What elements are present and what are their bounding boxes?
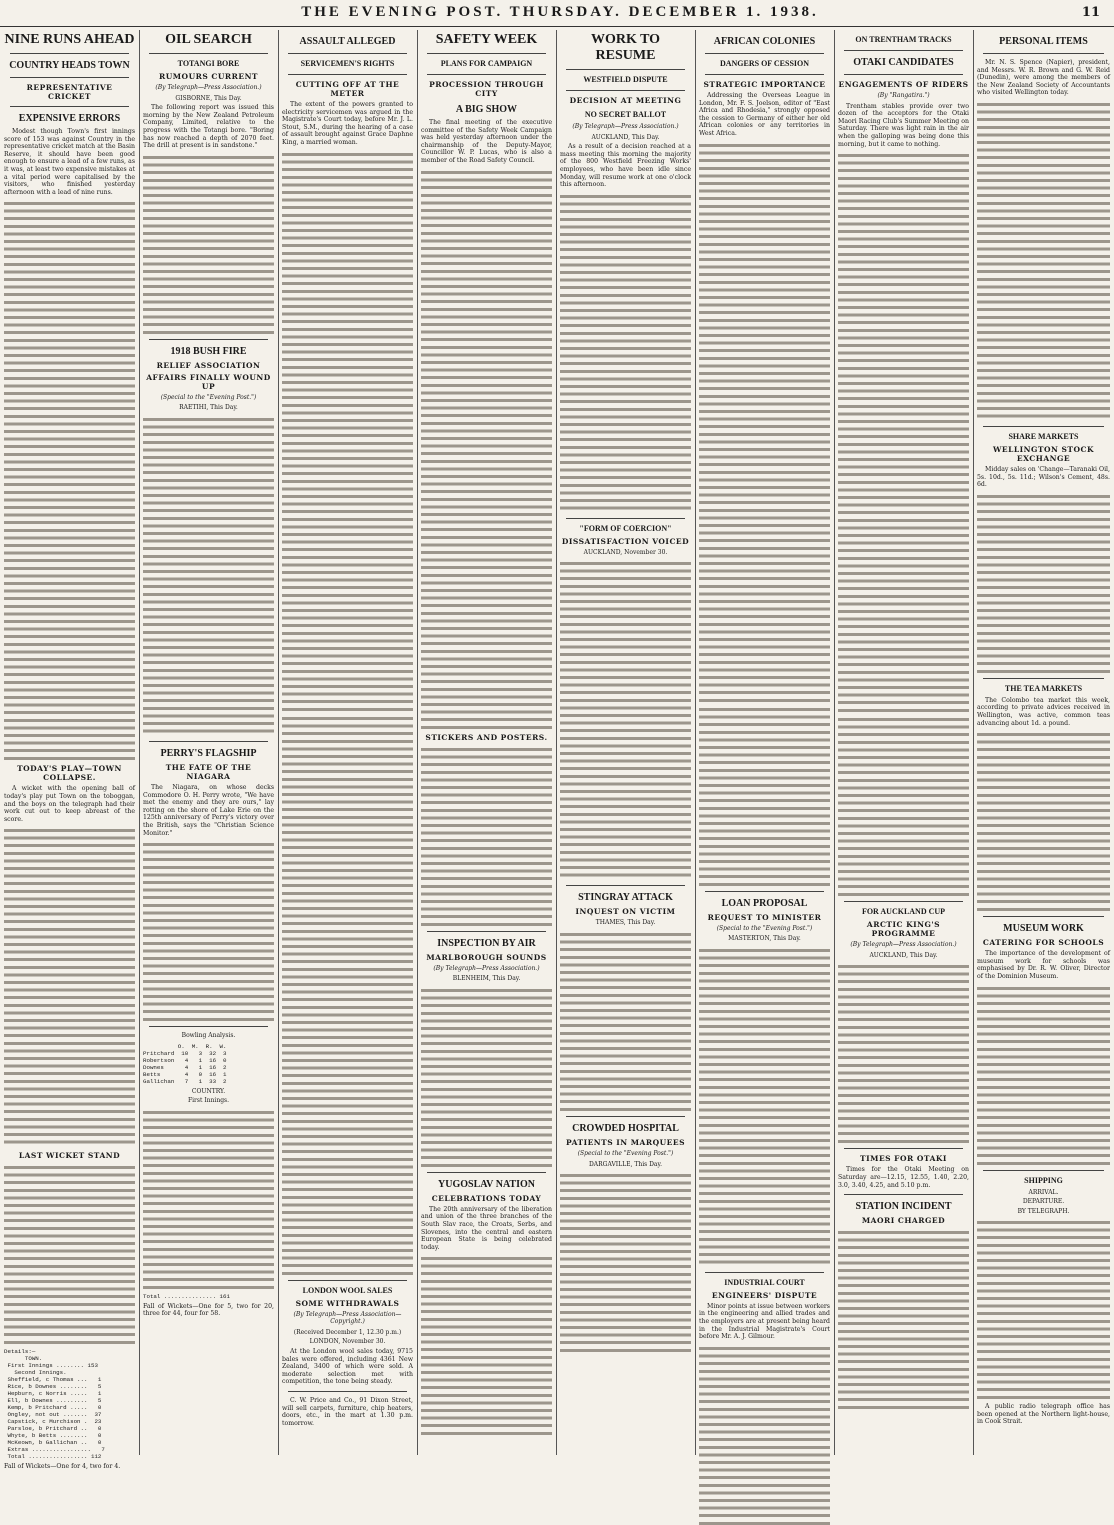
dateline: MASTERTON, This Day. bbox=[728, 935, 801, 943]
column-7 bbox=[838, 30, 969, 1455]
headline-trentham-tracks: ON TRENTHAM TRACKS bbox=[855, 35, 952, 44]
subhead-inquest: INQUEST ON VICTIM bbox=[575, 907, 676, 917]
headline-museum-work: MUSEUM WORK bbox=[1003, 923, 1084, 935]
subhead-no-secret-ballot: NO SECRET BALLOT bbox=[584, 110, 667, 119]
article-body-text bbox=[282, 715, 413, 1275]
headline-crowded-hospital: CROWDED HOSPITAL bbox=[572, 1122, 679, 1134]
bowling-analysis-heading: Bowling Analysis. bbox=[181, 1032, 236, 1040]
scorecard-table: Details:— TOWN. First Innings ........ 153 Second Innings. Sheffield, c Thomas ... 1 Rice, b Downes ........ 5 Hepburn, c Norris ..... 1 Ell, b Downes ......... 5 Kemp, b Pritchard ..... 0 Ongley, not out ....... 37 Capstick, c Murchison . 23 Parsloe, b Pritchard .. 0 Whyte, b Betts ........ 0 McKeown, b Gallichan .. 0 Extras ................. 7 Total ................. 112 bbox=[4, 1348, 105, 1461]
article-body-text bbox=[143, 416, 274, 736]
headline-perrys-flagship: PERRY'S FLAGSHIP bbox=[160, 747, 257, 759]
article-body-text bbox=[4, 827, 135, 1147]
headline-tea-markets: THE TEA MARKETS bbox=[1004, 683, 1083, 693]
credit-line: (By Telegraph—Press Association.) bbox=[850, 941, 957, 949]
bowling-table: O. M. R. W. Pritchard 10 3 32 3 Robertson 4 1 16 0 Downes 4 1 16 2 Betts 4 0 16 1 Gallichan 7 1 33 2 bbox=[143, 1042, 227, 1085]
subhead-celebrations: CELEBRATIONS TODAY bbox=[431, 1193, 542, 1203]
column-8 bbox=[977, 30, 1110, 1455]
column-1 bbox=[4, 30, 135, 1471]
subhead-rumours-current: RUMOURS CURRENT bbox=[158, 72, 259, 81]
subhead-catering-schools: CATERING FOR SCHOOLS bbox=[982, 938, 1105, 948]
headline-servicemens-rights: SERVICEMEN'S RIGHTS bbox=[300, 59, 395, 68]
article-body-text bbox=[4, 1164, 135, 1344]
masthead-title: THE EVENING POST. THURSDAY. DECEMBER 1. 1938. bbox=[301, 4, 819, 20]
subhead-strategic: STRATEGIC IMPORTANCE bbox=[703, 80, 826, 89]
credit-line: (By Telegraph—Press Association.) bbox=[433, 964, 540, 972]
dateline: BLENHEIM, This Day. bbox=[452, 975, 521, 983]
article-lead: The importance of the development of museum work for schools was emphasised by Dr. R. W. Oliver, Director of the Dominion Museum. bbox=[977, 950, 1110, 980]
article-lead: Modest though Town's first innings score of 153 was against Country in the representative cricket match at the Basin Reserve, it should have been good enough to ensure a lead of a few runs, as it was, at least two expensive mistakes at a vital period were capitalised by the visitors, who finished yesterday afternoon with a lead of nine runs. bbox=[4, 128, 135, 196]
page-number: 11 bbox=[1081, 5, 1100, 20]
subhead-fate-of-niagara: THE FATE OF THE NIAGARA bbox=[165, 762, 252, 781]
headline-plans-for-campaign: PLANS FOR CAMPAIGN bbox=[440, 59, 533, 68]
subhead-big-show: A BIG SHOW bbox=[455, 104, 518, 115]
column-3 bbox=[282, 30, 413, 1455]
shipping-departure: DEPARTURE. bbox=[1022, 1198, 1065, 1206]
subhead-engagements: ENGAGEMENTS OF RIDERS bbox=[838, 80, 969, 89]
subhead-affairs-wound-up: AFFAIRS FINALLY WOUND UP bbox=[146, 372, 271, 391]
article-body-text bbox=[282, 151, 413, 711]
headline-shipping: SHIPPING bbox=[1024, 1175, 1063, 1185]
headline-work-to-resume: WORK TO RESUME bbox=[590, 32, 661, 63]
dateline: AUCKLAND, This Day. bbox=[591, 133, 660, 141]
headline-nine-runs: NINE RUNS AHEAD bbox=[4, 32, 135, 47]
headline-london-wool-sales: LONDON WOOL SALES bbox=[302, 1285, 393, 1295]
auction-notice: C. W. Price and Co., 91 Dixon Street, will sell carpets, furniture, chip heaters, doors, etc., in the mart at 1.30 p.m. tomorrow. bbox=[282, 1396, 413, 1427]
credit-line: (By "Rangatira.") bbox=[877, 92, 930, 99]
dateline: AUCKLAND, This Day. bbox=[869, 951, 938, 959]
article-lead: The following report was issued this morning by the New Zealand Petroleum Company, Limited, relative to the progress with the Totangi bore. "Boring has now reached a depth of 2070 feet. The drill at present is in sandstone." bbox=[143, 104, 274, 150]
article-lead: Trentham stables provide over two dozen of the acceptors for the Otaki Maori Racing Club's Summer Meeting on Saturday. There was light rain in the air when the galloping was being done this morning, but it came to nothing. bbox=[838, 102, 969, 148]
subhead-cutting-off: CUTTING OFF AT THE METER bbox=[295, 80, 400, 98]
masthead bbox=[0, 0, 1114, 27]
article-lead: The final meeting of the executive committee of the Safety Week Campaign was held yesterday afternoon under the chairmanship of the Deputy-Mayor, Councillor W. P. Lucas, who is also a member of the Road Safety Council. bbox=[421, 119, 552, 164]
credit-line: (By Telegraph—Press Association—Copyright.) bbox=[293, 1310, 402, 1326]
article-body-text bbox=[143, 841, 274, 1021]
credit-line: (Special to the "Evening Post.") bbox=[716, 924, 813, 932]
headline-assault-alleged: ASSAULT ALLEGED bbox=[299, 36, 396, 47]
received-line: (Received December 1, 12.30 p.m.) bbox=[293, 1328, 402, 1336]
headline-industrial-court: INDUSTRIAL COURT bbox=[724, 1277, 805, 1287]
subhead-patients-marquees: PATIENTS IN MARQUEES bbox=[565, 1137, 686, 1147]
article-lead: As a result of a decision reached at a mass meeting this morning the majority of the 800 Westfield Freezing Works' employees, who have been idle since Monday, will resume work at one o'clock this afternoon. bbox=[560, 143, 691, 189]
credit-line: (Special to the "Evening Post.") bbox=[160, 393, 257, 401]
article-body-text bbox=[699, 142, 830, 702]
headline-personal-items: PERSONAL ITEMS bbox=[999, 36, 1088, 47]
headline-auckland-cup: FOR AUCKLAND CUP bbox=[861, 907, 946, 917]
headline-bush-fire: 1918 BUSH FIRE bbox=[170, 345, 247, 357]
article-body-text bbox=[560, 193, 691, 513]
subhead-arctic-king: ARCTIC KING'S PROGRAMME bbox=[866, 920, 941, 939]
article-body-text bbox=[560, 931, 691, 1111]
article-body-text bbox=[838, 152, 969, 712]
headline-oil-search: OIL SEARCH bbox=[165, 32, 252, 47]
credit-line: (By Telegraph—Press Association.) bbox=[155, 84, 262, 91]
column-rule bbox=[278, 30, 279, 1455]
article-lead: Mr. N. S. Spence (Napier), president, and Messrs. W. R. Brown and G. W. Reid (Dunedin), were among the members of the New Zealand Society of Accountants who visited Wellington today. bbox=[977, 59, 1110, 97]
column-rule bbox=[973, 30, 974, 1455]
scorecard-lines bbox=[143, 1109, 274, 1289]
column-6 bbox=[699, 30, 830, 1455]
subhead-procession: PROCESSION THROUGH CITY bbox=[429, 80, 544, 98]
article-body-text bbox=[838, 963, 969, 1143]
article-body-text bbox=[977, 493, 1110, 673]
headline-dangers-of-cession: DANGERS OF CESSION bbox=[719, 59, 810, 68]
column-rule bbox=[139, 30, 140, 1455]
article-body-text bbox=[4, 200, 135, 760]
article-body-text bbox=[699, 706, 830, 886]
fall-of-wickets: Fall of Wickets—One for 4, two for 4. bbox=[4, 1463, 121, 1471]
headline-african-colonies: AFRICAN COLONIES bbox=[713, 36, 816, 47]
column-rule bbox=[556, 30, 557, 1455]
article-lead: Minor points at issue between workers in the engineering and allied trades and the employers are at present being heard in the Industrial Magistrate's Court before Mr. A. J. Gilmour. bbox=[699, 1302, 830, 1341]
dateline: DARGAVILLE, This Day. bbox=[588, 1160, 662, 1168]
subhead-dissatisfaction: DISSATISFACTION VOICED bbox=[561, 536, 690, 546]
article-body-text bbox=[560, 1172, 691, 1352]
headline-share-markets: SHARE MARKETS bbox=[1008, 431, 1079, 441]
subhead-todays-play: TODAY'S PLAY—TOWN COLLAPSE. bbox=[17, 764, 122, 783]
headline-safety-week: SAFETY WEEK bbox=[435, 32, 538, 47]
article-paragraph: Times for the Otaki Meeting on Saturday are—12.15, 12.55, 1.40, 2.20, 3.0, 3.40, 4.25, and 5.10 p.m. bbox=[838, 1166, 969, 1189]
credit-line: (Special to the "Evening Post.") bbox=[577, 1149, 674, 1157]
headline-stingray-attack: STINGRAY ATTACK bbox=[578, 892, 673, 904]
headline-yugoslav-nation: YUGOSLAV NATION bbox=[438, 1178, 535, 1190]
dateline: AUCKLAND, November 30. bbox=[583, 548, 668, 556]
country-heading: COUNTRY. bbox=[191, 1087, 226, 1095]
dateline: GISBORNE, This Day. bbox=[175, 94, 242, 102]
subhead-stock-exchange: WELLINGTON STOCK EXCHANGE bbox=[992, 444, 1095, 463]
fall-of-wickets: Fall of Wickets—One for 5, two for 20, three for 44, four for 58. bbox=[143, 1302, 274, 1318]
article-body-text bbox=[838, 1229, 969, 1409]
article-paragraph: Midday sales on 'Change—Taranaki Oil, 5s. 10d., 5s. 11d.; Wilson's Cement, 48s. 6d. bbox=[977, 465, 1110, 489]
article-body-text bbox=[421, 987, 552, 1167]
subhead-expensive-errors: EXPENSIVE ERRORS bbox=[18, 113, 121, 124]
article-body-text bbox=[699, 947, 830, 1267]
article-body-text bbox=[421, 169, 552, 729]
radio-office-notice: A public radio telegraph office has been opened at the Northern light-house, in Cook Strait. bbox=[977, 1403, 1110, 1426]
article-lead: The Niagara, on whose decks Commodore O. H. Perry wrote, "We have met the enemy and they are ours," lay rotting on the shore of Lake Erie on the 125th anniversary of Perry's victory over the British, says the "Christian Science Monitor." bbox=[143, 783, 274, 837]
headline-inspection-by-air: INSPECTION BY AIR bbox=[437, 937, 536, 949]
column-5 bbox=[560, 30, 691, 1455]
shipping-arrival: ARRIVAL. bbox=[1028, 1188, 1059, 1196]
headline-otaki-candidates: OTAKI CANDIDATES bbox=[853, 57, 954, 68]
article-body-text bbox=[838, 716, 969, 896]
subhead-last-wicket-stand: LAST WICKET STAND bbox=[18, 1151, 121, 1161]
shipping-list bbox=[977, 1219, 1110, 1399]
subhead-marlborough-sounds: MARLBOROUGH SOUNDS bbox=[426, 952, 547, 962]
column-rule bbox=[834, 30, 835, 1455]
subhead-request-minister: REQUEST TO MINISTER bbox=[707, 912, 822, 922]
subhead-relief-association: RELIEF ASSOCIATION bbox=[156, 360, 261, 370]
shipping-by-telegraph: BY TELEGRAPH. bbox=[1017, 1207, 1070, 1215]
subhead-maori-charged: MAORI CHARGED bbox=[861, 1216, 946, 1226]
column-4 bbox=[421, 30, 552, 1455]
article-lead: The 20th anniversary of the liberation and union of the three branches of the South Slav race, the Croats, Serbs, and Slovenes, into the central and eastern European State is being celebrated today. bbox=[421, 1205, 552, 1251]
column-rule bbox=[695, 30, 696, 1455]
headline-loan-proposal: LOAN PROPOSAL bbox=[721, 897, 808, 909]
article-body-text bbox=[560, 560, 691, 880]
headline-westfield-dispute: WESTFIELD DISPUTE bbox=[583, 75, 668, 84]
article-lead: Addressing the Overseas League in London, Mr. F. S. Joelson, editor of "East Africa and Rhodesia," strongly opposed the cession to Germany of either her old African colonies or any territories in West Africa. bbox=[699, 92, 830, 137]
subhead-representative-cricket: REPRESENTATIVE CRICKET bbox=[26, 83, 113, 101]
subhead-stickers-posters: STICKERS AND POSTERS. bbox=[425, 732, 548, 742]
dateline: LONDON, November 30. bbox=[309, 1338, 386, 1346]
article-lead: The extent of the powers granted to electricity servicemen was argued in the Magistrate's Court today, before Mr. J. L. Stout, S.M., during the hearing of a case of assault brought against Grace Daphne King, a married woman. bbox=[282, 101, 413, 146]
headline-totangi-bore: TOTANGI BORE bbox=[177, 59, 240, 68]
dateline: THAMES, This Day. bbox=[595, 919, 656, 927]
article-body-text bbox=[421, 1255, 552, 1435]
column-2 bbox=[143, 30, 274, 1455]
credit-line: (By Telegraph—Press Association.) bbox=[572, 123, 679, 130]
dateline: RAETIHI, This Day. bbox=[179, 404, 238, 412]
headline-country-heads-town: COUNTRY HEADS TOWN bbox=[9, 60, 130, 71]
article-body-text bbox=[977, 101, 1110, 421]
first-innings-heading: First Innings. bbox=[187, 1097, 230, 1105]
article-body-text bbox=[143, 154, 274, 334]
headline-times-for-otaki: TIMES FOR OTAKI bbox=[860, 1154, 947, 1164]
article-paragraph: The Colombo tea market this week, according to private advices received in Wellington, was active, common teas advancing about 1d. a pound. bbox=[977, 696, 1110, 727]
article-paragraph: At the London wool sales today, 9715 bales were offered, including 4361 New Zealand, 3400 of which were sold. A moderate selection met with competition, the tone being steady. bbox=[282, 1347, 413, 1386]
article-body-text bbox=[977, 731, 1110, 911]
innings-total: Total ............... 161 bbox=[143, 1292, 230, 1300]
headline-station-incident: STATION INCIDENT bbox=[855, 1201, 952, 1213]
subhead-decision: DECISION AT MEETING bbox=[569, 96, 682, 105]
article-body-text bbox=[977, 985, 1110, 1165]
subhead-engineers-dispute: ENGINEERS' DISPUTE bbox=[711, 1290, 818, 1300]
column-rule bbox=[417, 30, 418, 1455]
headline-form-of-coercion: "FORM OF COERCION" bbox=[579, 523, 672, 533]
subhead-withdrawals: SOME WITHDRAWALS bbox=[295, 1298, 400, 1308]
article-body-text bbox=[699, 1345, 830, 1525]
article-paragraph: A wicket with the opening ball of today's play put Town on the toboggan, and the boys on the telegraph had their work cut out to keep abreast of the score. bbox=[4, 785, 135, 823]
article-body-text bbox=[421, 746, 552, 926]
